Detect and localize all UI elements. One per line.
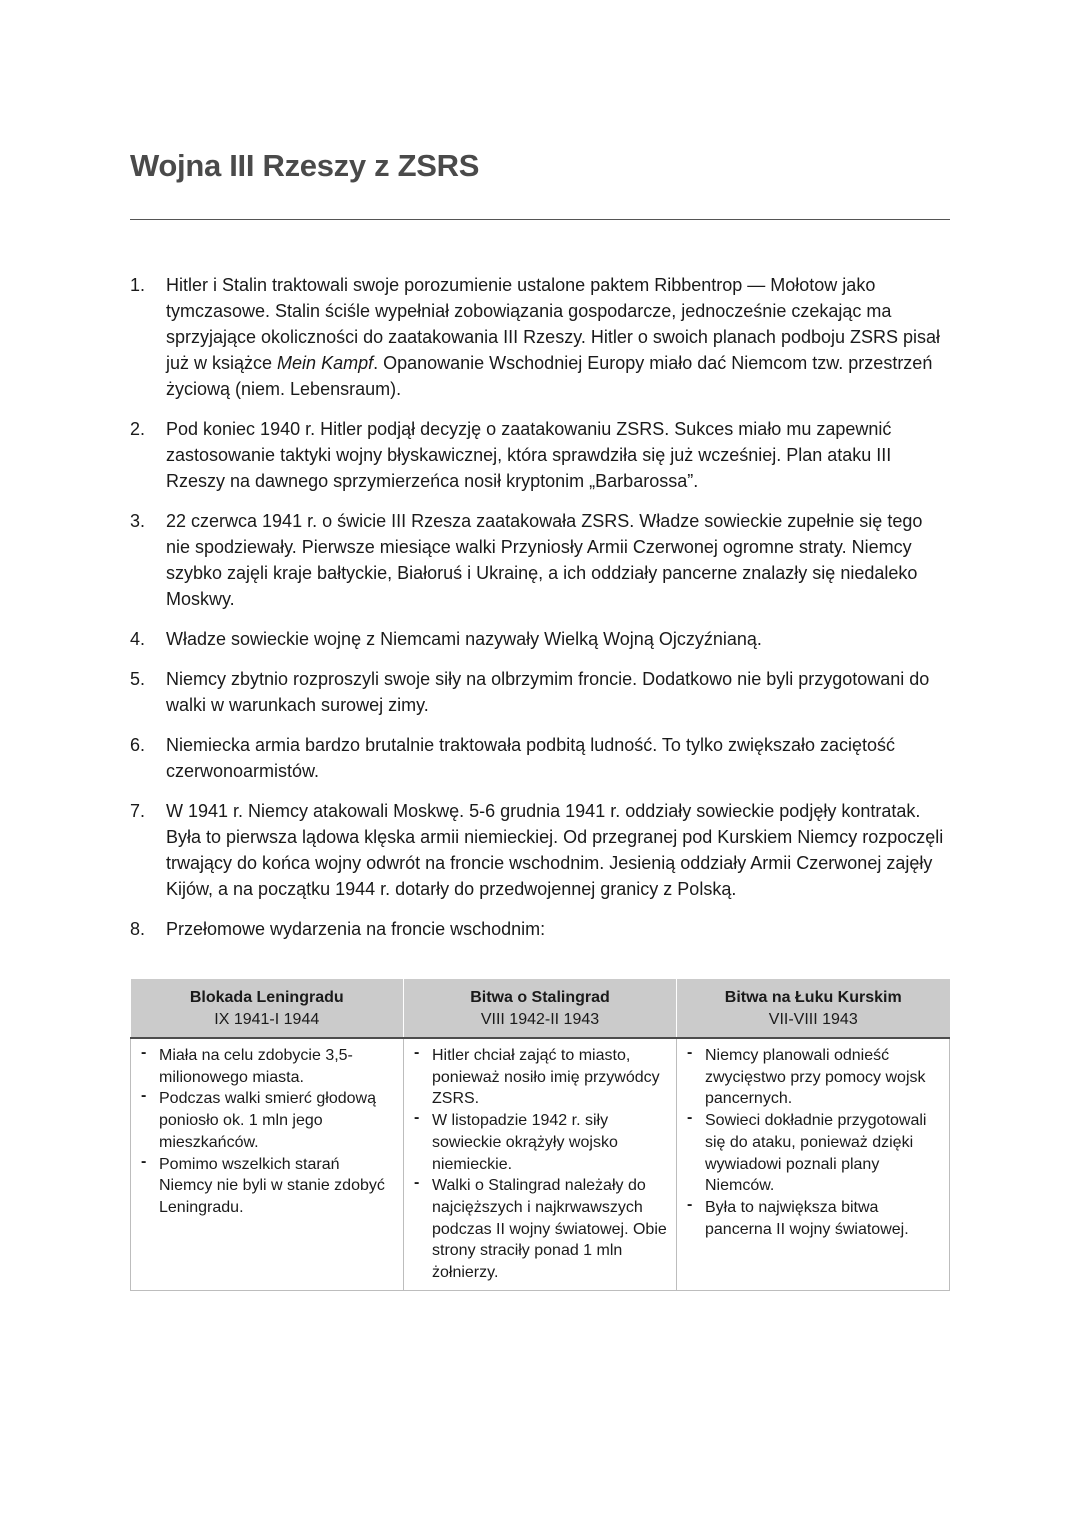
events-table [130,979,950,1291]
bullet-list [139,1045,395,1219]
item-number: 6. [130,735,146,755]
table-row [131,1038,950,1290]
column-header: Bitwa o Stalingrad VIII 1942-II 1943 [404,979,677,1038]
list-item: 1. Hitler i Stalin traktowali swoje porozumienie ustalone paktem Ribbentrop — Mołotow jako tymczasowe. Stalin ściśle wypełniał zobowiązania gospodarcze, jednocześnie czekając ma sprzyjające okoliczności do zaatakowania III Rzeszy. Hitler o swoich planach podboju ZSRS pisał już w książce Mein Kampf. Opanowanie Wschodniej Europy miało dać Niemcom tzw. przestrzeń życiową (niem. Lebensraum). [130,272,950,402]
item-number: 4. [130,629,146,649]
list-item: 6. Niemiecka armia bardzo brutalnie traktowała podbitą ludność. To tylko zwiększało zaciętość czerwonoarmistów. [130,732,950,784]
item-number: 5. [130,669,146,689]
list-item: 8. Przełomowe wydarzenia na froncie wschodnim: [130,916,950,942]
bullet-item: - Pomimo wszelkich starań Niemcy nie byli w stanie zdobyć Leningradu. [141,1152,385,1216]
title-divider [130,219,950,220]
bullet-list [412,1045,668,1284]
column-header: Bitwa na Łuku Kurskim VII-VIII 1943 [677,979,950,1038]
table-cell [677,1038,950,1290]
bullet-item: - Hitler chciał zająć to miasto, ponieważ nosiło imię przywódcy ZSRS. [414,1044,660,1108]
list-item: 2. Pod koniec 1940 r. Hitler podjął decyzję o zaatakowaniu ZSRS. Sukces miało mu zapewnić zastosowanie taktyki wojny błyskawicznej, która sprawdziła się już wcześniej. Plan ataku III Rzeszy na dawnego sprzymierzeńca nosił kryptonim „Barbarossa”. [130,416,950,494]
bullet-item: - Podczas walki smierć głodową poniosło ok. 1 mln jego mieszkańców. [141,1087,376,1151]
item-number: 2. [130,419,146,439]
item-number: 7. [130,801,146,821]
bullet-list [685,1045,941,1240]
list-item: 5. Niemcy zbytnio rozproszyli swoje siły na olbrzymim froncie. Dodatkowo nie byli przygotowani do walki w warunkach surowej zimy. [130,666,950,718]
points-list [130,272,950,956]
bullet-item: - Miała na celu zdobycie 3,5-milionowego miasta. [141,1044,353,1086]
bullet-item: - Niemcy planowali odnieść zwycięstwo przy pomocy wojsk pancernych. [687,1044,926,1108]
table-cell [131,1038,404,1290]
list-item: 4. Władze sowieckie wojnę z Niemcami nazywały Wielką Wojną Ojczyźnianą. [130,626,950,652]
item-number: 1. [130,275,146,295]
bullet-item: - W listopadzie 1942 r. siły sowieckie okrążyły wojsko niemieckie. [414,1109,618,1173]
list-item: 7. W 1941 r. Niemcy atakowali Moskwę. 5-6 grudnia 1941 r. oddziały sowieckie podjęły kontratak. Była to pierwsza lądowa klęska armii niemieckiej. Od przegranej pod Kurskiem Niemcy rozpoczęli trwający do końca wojny odwrót na froncie wschodnim. Jesienią oddziały Armii Czerwonej zajęły Kijów, a na początku 1944 r. dotarły do przedwojennej granicy z Polską. [130,798,950,902]
item-number: 8. [130,919,146,939]
table-header-row [131,979,950,1038]
table-cell [404,1038,677,1290]
page-title: Wojna III Rzeszy z ZSRS [130,148,480,183]
book-title: Mein Kampf [277,353,374,373]
list-item: 3. 22 czerwca 1941 r. o świcie III Rzesza zaatakowała ZSRS. Władze sowieckie zupełnie się tego nie spodziewały. Pierwsze miesiące walki Przyniosły Armii Czerwonej ogromne straty. Niemcy szybko zajęli kraje bałtyckie, Białoruś i Ukrainę, a ich oddziały pancerne znalazły się niedaleko Moskwy. [130,508,950,612]
bullet-item: - Walki o Stalingrad należały do najcięższych i najkrwawszych podczas II wojny światowej. Obie strony straciły ponad 1 mln żołnierzy. [414,1174,667,1282]
bullet-item: - Sowieci dokładnie przygotowali się do ataku, ponieważ dzięki wywiadowi poznali plany Niemców. [687,1109,927,1195]
column-header: Blokada Leningradu IX 1941-I 1944 [131,979,404,1038]
bullet-item: - Była to największa bitwa pancerna II wojny światowej. [687,1195,909,1238]
item-number: 3. [130,511,146,531]
